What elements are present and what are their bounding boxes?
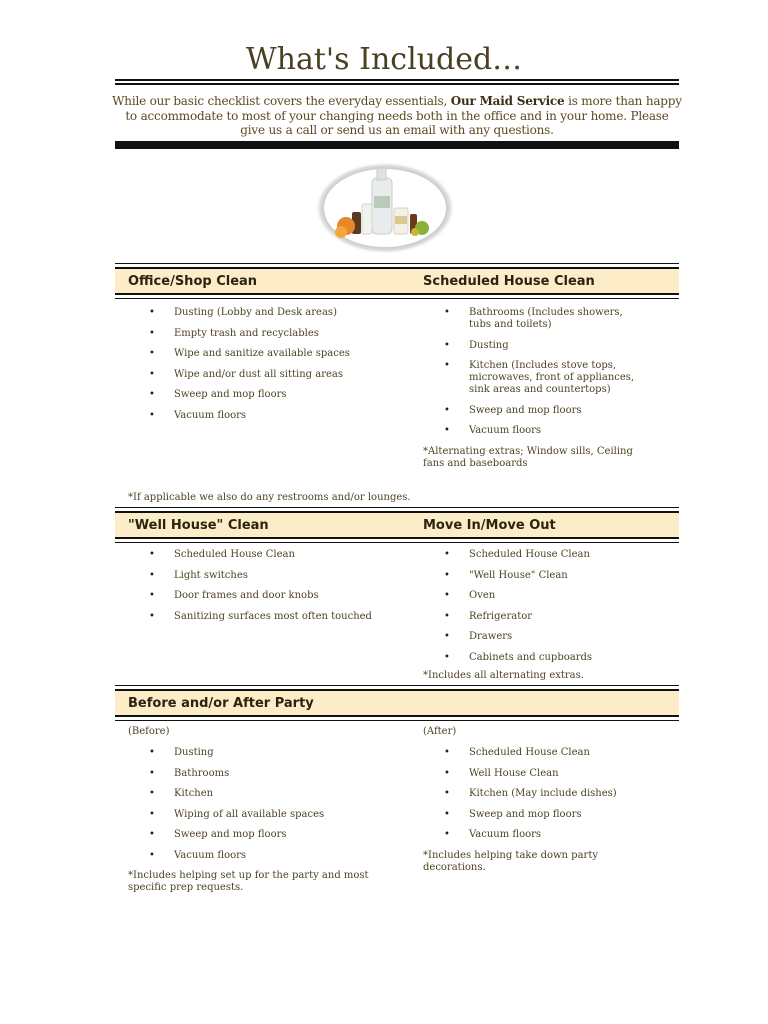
list-item: • Dusting <box>423 340 638 352</box>
cleaning-products-image <box>314 160 456 256</box>
well-list <box>128 549 388 631</box>
after-label: (After) <box>423 726 457 737</box>
list-item: • "Well House" Clean <box>423 570 653 582</box>
list-item: • Empty trash and recyclables <box>128 328 388 340</box>
section-header-office-scheduled <box>115 267 679 295</box>
list-item: • Scheduled House Clean <box>423 549 653 561</box>
list-item: • Well House Clean <box>423 768 653 780</box>
list-item: • Sweep and mop floors <box>128 389 388 401</box>
title-divider <box>115 79 679 85</box>
section-header-party <box>115 689 679 717</box>
list-item: • Sanitizing surfaces most often touched <box>128 611 388 623</box>
list-item: • Sweep and mop floors <box>423 405 638 417</box>
scheduled-list <box>423 307 638 470</box>
list-item: • Vacuum floors <box>128 850 388 862</box>
list-item: • Dusting (Lobby and Desk areas) <box>128 307 388 319</box>
move-list <box>423 549 653 682</box>
list-item: • Kitchen (May include dishes) <box>423 788 653 800</box>
list-item: • Dusting <box>128 747 388 759</box>
page-title: What's Included… <box>245 42 523 77</box>
list-item: • Wiping of all available spaces <box>128 809 388 821</box>
list-item: • Bathrooms (Includes showers, tubs and toilets) <box>423 307 638 331</box>
move-heading: Move In/Move Out <box>423 518 556 533</box>
before-label: (Before) <box>128 726 170 737</box>
list-item: • Kitchen (Includes stove tops, microwaves, front of appliances, sink areas and countertops) <box>423 360 638 396</box>
before-note: *Includes helping set up for the party and most specific prep requests. <box>128 870 369 893</box>
list-item: • Vacuum floors <box>423 829 653 841</box>
party-before-list <box>128 726 388 894</box>
section-header-well-move <box>115 511 679 539</box>
list-item: • Kitchen <box>128 788 388 800</box>
office-heading: Office/Shop Clean <box>128 274 258 289</box>
after-note: *Includes helping take down party decorations. <box>423 849 598 873</box>
list-item: • Drawers <box>423 631 653 643</box>
list-item: • Oven <box>423 590 653 602</box>
list-item: • Wipe and sanitize available spaces <box>128 348 388 360</box>
well-heading: "Well House" Clean <box>128 518 269 533</box>
list-item: • Refrigerator <box>423 611 653 623</box>
list-item: • Sweep and mop floors <box>128 829 388 841</box>
intro-divider <box>115 141 679 149</box>
list-item: • Vacuum floors <box>423 425 638 437</box>
list-item: • Scheduled House Clean <box>423 747 653 759</box>
list-item: • Light switches <box>128 570 388 582</box>
scheduled-heading: Scheduled House Clean <box>423 274 595 289</box>
list-item: • Scheduled House Clean <box>128 549 388 561</box>
intro-text: While our basic checklist covers the everyday essentials, Our Maid Service is more than happy to accommodate to most of your changing needs both in the office and in your home. Please give us a call or send us an email with any questions. <box>112 94 682 137</box>
list-item: • Sweep and mop floors <box>423 809 653 821</box>
list-item: • Door frames and door knobs <box>128 590 388 602</box>
list-item: • Bathrooms <box>128 768 388 780</box>
brand-name: Our Maid Service <box>450 94 565 108</box>
move-note: *Includes all alternating extras. <box>423 670 584 681</box>
list-item: • Vacuum floors <box>128 410 388 422</box>
office-note: *If applicable we also do any restrooms and/or lounges. <box>128 492 411 503</box>
party-heading: Before and/or After Party <box>128 696 314 711</box>
list-item: • Cabinets and cupboards <box>423 652 653 664</box>
party-after-list <box>423 726 653 874</box>
list-item: • Wipe and/or dust all sitting areas <box>128 369 388 381</box>
office-list <box>128 307 388 430</box>
scheduled-note: *Alternating extras; Window sills, Ceiling fans and baseboards <box>423 445 633 469</box>
